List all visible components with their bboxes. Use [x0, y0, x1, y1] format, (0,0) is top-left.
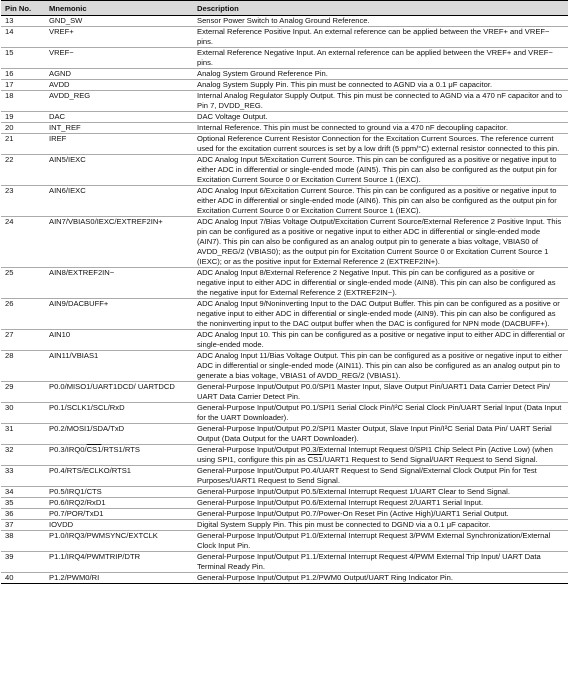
- pin-number: 17: [1, 80, 45, 91]
- pin-mnemonic: AIN11/VBIAS1: [45, 351, 193, 382]
- pin-mnemonic: VREF+: [45, 27, 193, 48]
- table-row: [1, 424, 568, 445]
- table-row: [1, 91, 568, 112]
- pin-mnemonic: P1.1/IRQ4/PWMTRIP/DTR: [45, 552, 193, 573]
- table-row: [1, 16, 568, 27]
- pin-description: General-Purpose Input/Output P0.1/SPI1 Serial Clock Pin/I²C Serial Clock Pin/UART Serial Input (Data Input for the UART Downloader).: [193, 403, 568, 424]
- mnemonic-part: /RTS1/RTS: [101, 445, 140, 454]
- pin-description: ADC Analog Input 11/Bias Voltage Output. This pin can be configured as a positive or negative input to either ADC in differential or single-ended mode (AIN11). This pin can also be configured as an analog output pin to generate a bias voltage, VBIAS1 of AVDD_REG/2 (VBIAS1).: [193, 351, 568, 382]
- table-header-row: [1, 1, 568, 16]
- pin-number: 19: [1, 112, 45, 123]
- pin-mnemonic: P1.0/IRQ3/PWMSYNC/EXTCLK: [45, 531, 193, 552]
- pin-description: [193, 445, 568, 466]
- pin-description: General-Purpose Input/Output P0.5/External Interrupt Request 1/UART Clear to Send Signal.: [193, 487, 568, 498]
- active-low-signal: CS1: [307, 455, 323, 464]
- table-row: [1, 69, 568, 80]
- table-row: [1, 466, 568, 487]
- table-row: [1, 509, 568, 520]
- pin-description: Internal Analog Regulator Supply Output. This pin must be connected to AGND via a 470 nF capacitor and to Pin 7, DVDD_REG.: [193, 91, 568, 112]
- pin-mnemonic: P0.5/IRQ1/CTS: [45, 487, 193, 498]
- pin-description: General-Purpose Input/Output P0.7/Power-On Reset Pin (Active High)/UART1 Serial Output.: [193, 509, 568, 520]
- pin-description: Internal Reference. This pin must be connected to ground via a 470 nF decoupling capacitor.: [193, 123, 568, 134]
- pin-mnemonic: AIN10: [45, 330, 193, 351]
- pin-mnemonic: GND_SW: [45, 16, 193, 27]
- pin-description: ADC Analog Input 9/Noninverting Input to the DAC Output Buffer. This pin can be configured as a positive or negative input to either ADC in differential or single-ended mode (AIN9). This pin can also be configured as the noninverting input to the DAC output buffer when the DAC is configured for NPN mode (DACBUFF+).: [193, 299, 568, 330]
- pin-mnemonic: DAC: [45, 112, 193, 123]
- pin-number: 29: [1, 382, 45, 403]
- table-row: [1, 382, 568, 403]
- table-row: [1, 268, 568, 299]
- pin-number: 35: [1, 498, 45, 509]
- pin-number: 28: [1, 351, 45, 382]
- pin-mnemonic: IREF: [45, 134, 193, 155]
- active-low-signal: CS1: [86, 445, 102, 454]
- pin-number: 25: [1, 268, 45, 299]
- table-row: [1, 330, 568, 351]
- pin-number: 21: [1, 134, 45, 155]
- pin-mnemonic: IOVDD: [45, 520, 193, 531]
- pin-number: 38: [1, 531, 45, 552]
- header-mnemonic: Mnemonic: [45, 1, 193, 16]
- pin-number: 37: [1, 520, 45, 531]
- table-row: [1, 123, 568, 134]
- pin-mnemonic: P0.0/MISO1/UART1DCD/ UARTDCD: [45, 382, 193, 403]
- pin-description: ADC Analog Input 8/External Reference 2 Negative Input. This pin can be configured as a positive or negative input to either ADC in differential or single-ended mode (AIN8). This pin can also be configured as the negative input for External Reference 2 (EXTREF2IN−).: [193, 268, 568, 299]
- pin-mnemonic: P0.1/SCLK1/SCL/RxD: [45, 403, 193, 424]
- pin-description: General-Purpose Input/Output P1.0/External Interrupt Request 3/PWM External Synchronization/External Clock Input Pin.: [193, 531, 568, 552]
- pin-mnemonic: P0.2/MOSI1/SDA/TxD: [45, 424, 193, 445]
- table-row: [1, 445, 568, 466]
- header-pin-no: Pin No.: [1, 1, 45, 16]
- pin-description: DAC Voltage Output.: [193, 112, 568, 123]
- pin-description: General-Purpose Input/Output P0.2/SPI1 Master Output, Slave Input Pin/I²C Serial Data Pin/ UART Serial Output (Data Output for the UART Downloader).: [193, 424, 568, 445]
- pin-mnemonic: [45, 445, 193, 466]
- pin-mnemonic: AIN6/IEXC: [45, 186, 193, 217]
- pin-number: 16: [1, 69, 45, 80]
- pin-number: 40: [1, 573, 45, 584]
- pin-mnemonic: AIN8/EXTREF2IN−: [45, 268, 193, 299]
- pin-description: General-Purpose Input/Output P1.2/PWM0 Output/UART Ring Indicator Pin.: [193, 573, 568, 584]
- pin-mnemonic: AVDD: [45, 80, 193, 91]
- pin-number: 13: [1, 16, 45, 27]
- pin-number: 23: [1, 186, 45, 217]
- pin-number: 22: [1, 155, 45, 186]
- pin-mnemonic: P1.2/PWM0/RI: [45, 573, 193, 584]
- table-row: [1, 27, 568, 48]
- pin-mnemonic: INT_REF: [45, 123, 193, 134]
- pin-mnemonic: AIN9/DACBUFF+: [45, 299, 193, 330]
- pin-number: 18: [1, 91, 45, 112]
- table-row: [1, 80, 568, 91]
- pin-description: ADC Analog Input 5/Excitation Current Source. This pin can be configured as a positive or negative input to either ADC in differential or single-ended mode (AIN5). This pin can also be configured as the output pin for Excitation Current Source 0 or Excitation Current Source 1 (IEXC).: [193, 155, 568, 186]
- pin-number: 34: [1, 487, 45, 498]
- pin-description: ADC Analog Input 10. This pin can be configured as a positive or negative input to either ADC in differential or single-ended mode.: [193, 330, 568, 351]
- pin-description: Optional Reference Current Resistor Connection for the Excitation Current Sources. The reference current used for the excitation current sources is set by a low drift (5 ppm/°C) external resistor connected to this pin.: [193, 134, 568, 155]
- pin-number: 32: [1, 445, 45, 466]
- pin-mnemonic: AIN7/VBIAS0/IEXC/EXTREF2IN+: [45, 217, 193, 268]
- pin-description: External Reference Positive Input. An external reference can be applied between the VREF+ and VREF− pins.: [193, 27, 568, 48]
- pin-number: 24: [1, 217, 45, 268]
- pin-description: General-Purpose Input/Output P0.0/SPI1 Master Input, Slave Output Pin/UART1 Data Carrier Detect Pin/ UART Data Carrier Detect Pin.: [193, 382, 568, 403]
- pin-mnemonic: P0.7/POR/TxD1: [45, 509, 193, 520]
- table-row: [1, 299, 568, 330]
- table-row: [1, 552, 568, 573]
- table-row: [1, 112, 568, 123]
- table-row: [1, 134, 568, 155]
- table-row: [1, 573, 568, 584]
- pin-number: 36: [1, 509, 45, 520]
- pin-description: External Reference Negative Input. An external reference can be applied between the VREF+ and VREF− pins.: [193, 48, 568, 69]
- pin-number: 14: [1, 27, 45, 48]
- description-part: /UART1 Request to Send Signal/UART Request to Send Signal.: [322, 455, 538, 464]
- pin-description: General-Purpose Input/Output P1.1/External Interrupt Request 4/PWM External Trip Input/ UART Data Terminal Ready Pin.: [193, 552, 568, 573]
- pin-mnemonic: P0.4/RTS/ECLKO/RTS1: [45, 466, 193, 487]
- table-row: [1, 498, 568, 509]
- header-description: Description: [193, 1, 568, 16]
- pin-mnemonic: AVDD_REG: [45, 91, 193, 112]
- table-row: [1, 351, 568, 382]
- table-row: [1, 520, 568, 531]
- pin-description: Sensor Power Switch to Analog Ground Reference.: [193, 16, 568, 27]
- pin-number: 30: [1, 403, 45, 424]
- pin-number: 27: [1, 330, 45, 351]
- pin-mnemonic: AIN5/IEXC: [45, 155, 193, 186]
- pin-description: General-Purpose Input/Output P0.4/UART Request to Send Signal/External Clock Output Pin for Test Purposes/UART1 Request to Send Signal.: [193, 466, 568, 487]
- table-row: [1, 217, 568, 268]
- pin-mnemonic: VREF−: [45, 48, 193, 69]
- pin-number: 26: [1, 299, 45, 330]
- mnemonic-part: P0.3/IRQ0/: [49, 445, 87, 454]
- pin-number: 20: [1, 123, 45, 134]
- pin-mnemonic: AGND: [45, 69, 193, 80]
- table-row: [1, 403, 568, 424]
- pin-description: General-Purpose Input/Output P0.6/External Interrupt Request 2/UART1 Serial Input.: [193, 498, 568, 509]
- table-row: [1, 531, 568, 552]
- table-row: [1, 487, 568, 498]
- pin-number: 15: [1, 48, 45, 69]
- pin-function-table: [1, 0, 568, 584]
- pin-description: Analog System Ground Reference Pin.: [193, 69, 568, 80]
- description-part: General-Purpose Input/Output P0.3/External Interrupt Request 0/SPI1 Chip Select Pin (Active Low) (when using SPI1, configure this pin as: [197, 445, 553, 464]
- pin-number: 31: [1, 424, 45, 445]
- pin-description: Analog System Supply Pin. This pin must be connected to AGND via a 0.1 μF capacitor.: [193, 80, 568, 91]
- table-row: [1, 48, 568, 69]
- pin-number: 33: [1, 466, 45, 487]
- pin-mnemonic: P0.6/IRQ2/RxD1: [45, 498, 193, 509]
- pin-description: Digital System Supply Pin. This pin must be connected to DGND via a 0.1 μF capacitor.: [193, 520, 568, 531]
- pin-number: 39: [1, 552, 45, 573]
- table-row: [1, 155, 568, 186]
- pin-description: ADC Analog Input 6/Excitation Current Source. This pin can be configured as a positive or negative input to either ADC in differential or single-ended mode (AIN6). This pin can also be configured as the output pin for Excitation Current Source 0 or Excitation Current Source 1 (IEXC).: [193, 186, 568, 217]
- table-body: [1, 16, 568, 584]
- table-row: [1, 186, 568, 217]
- pin-description: ADC Analog Input 7/Bias Voltage Output/Excitation Current Source/External Reference 2 Positive Input. This pin can be configured as a positive or negative input to either ADC in differential or single-ended mode (AIN7). This pin can also be configured as an analog output pin to generate a bias voltage, VBIAS0 of AVDD_REG/2 (VBIAS0); as the output pin for Excitation Current Source 0 or Excitation Current Source 1 (IEXC); or as the positive input for External Reference 2 (EXTREF2IN+).: [193, 217, 568, 268]
